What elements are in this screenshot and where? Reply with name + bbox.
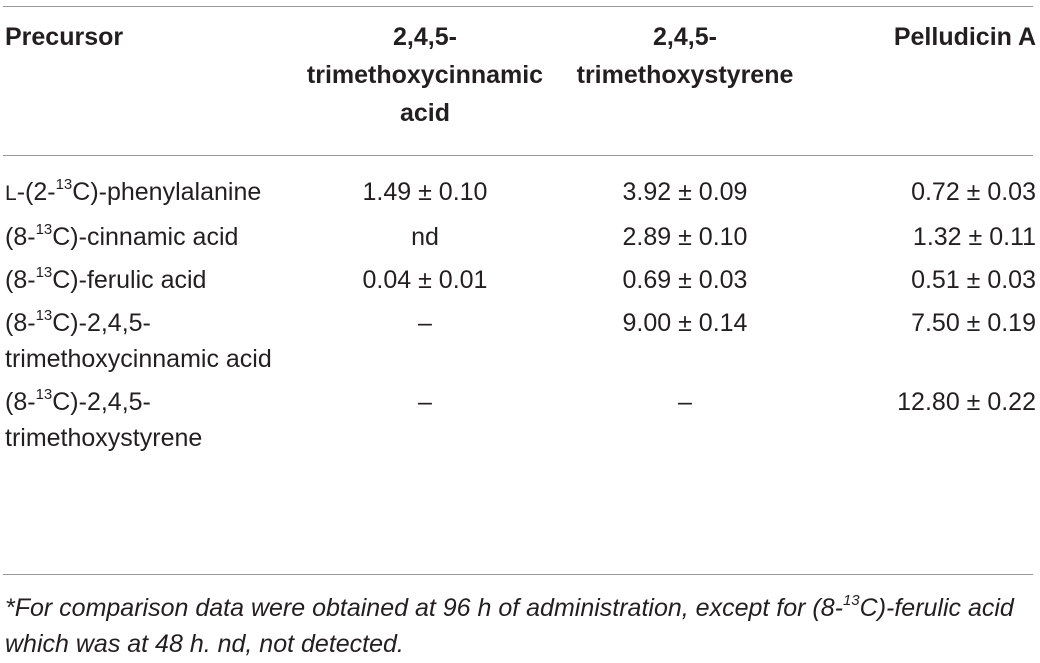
label-sup: 13 xyxy=(35,385,53,403)
value-trimethoxystyrene: – xyxy=(678,388,692,416)
label-post: C)-cinnamic acid xyxy=(52,223,239,251)
results-table xyxy=(5,18,1036,463)
value-trimethoxystyrene: 9.00 ± 0.14 xyxy=(622,309,748,337)
value-trimethoxystyrene: 3.92 ± 0.09 xyxy=(622,178,748,206)
header-trimethoxycinnamic-acid: 2,4,5-trimethoxycinnamic acid xyxy=(306,23,544,127)
value-trimethoxystyrene: 2.89 ± 0.10 xyxy=(622,223,748,251)
label-pre: -(2- xyxy=(16,178,56,206)
value-pelludicin-a: 7.50 ± 0.19 xyxy=(911,309,1036,337)
value-pelludicin-a: 1.32 ± 0.11 xyxy=(912,223,1036,251)
value-pelludicin-a: 0.51 ± 0.03 xyxy=(911,266,1036,294)
value-trimethoxycinnamic-acid: – xyxy=(418,388,432,416)
table-row xyxy=(5,155,1036,219)
label-post: C)-phenylalanine xyxy=(72,178,262,206)
precursor-label xyxy=(5,384,290,463)
label-post: C)-2,4,5-trimethoxystyrene xyxy=(5,388,203,452)
label-pre: (8- xyxy=(5,266,36,294)
label-sup: 13 xyxy=(35,306,53,324)
table-row xyxy=(5,305,1036,384)
value-trimethoxycinnamic-acid: nd xyxy=(411,223,439,251)
label-post: C)-2,4,5-trimethoxycinnamic acid xyxy=(5,309,272,373)
label-sup: 13 xyxy=(55,175,73,193)
label-post: C)-ferulic acid xyxy=(52,266,207,294)
header-pelludicin-a: Pelludicin A xyxy=(893,23,1036,51)
label-pre: (8- xyxy=(5,309,36,337)
header-precursor: Precursor xyxy=(5,23,124,51)
bottom-rule xyxy=(3,574,1033,575)
precursor-label xyxy=(5,305,290,384)
precursor-label xyxy=(5,262,290,305)
value-trimethoxystyrene: 0.69 ± 0.03 xyxy=(622,266,748,294)
label-pre: (8- xyxy=(5,388,36,416)
value-pelludicin-a: 0.72 ± 0.03 xyxy=(911,178,1036,206)
table-row xyxy=(5,384,1036,463)
header-row xyxy=(5,18,1036,155)
value-trimethoxycinnamic-acid: 0.04 ± 0.01 xyxy=(362,266,488,294)
label-sup: 13 xyxy=(35,263,53,281)
value-pelludicin-a: 12.80 ± 0.22 xyxy=(897,388,1036,416)
label-prefix: L xyxy=(5,182,17,205)
footnote-sup: 13 xyxy=(842,591,860,609)
table-row xyxy=(5,219,1036,262)
top-rule xyxy=(3,6,1033,7)
precursor-label xyxy=(5,219,290,262)
value-trimethoxycinnamic-acid: 1.49 ± 0.10 xyxy=(362,178,488,206)
header-trimethoxystyrene: 2,4,5-trimethoxystyrene xyxy=(576,23,794,89)
table-row xyxy=(5,262,1036,305)
value-trimethoxycinnamic-acid: – xyxy=(418,309,432,337)
label-sup: 13 xyxy=(35,220,53,238)
label-pre: (8- xyxy=(5,223,36,251)
footnote-post: C)-ferulic acid which was at 48 h. nd, not detected. xyxy=(5,594,1014,658)
precursor-label xyxy=(5,155,290,219)
table-footnote xyxy=(5,590,1035,662)
footnote-pre: *For comparison data were obtained at 96 h of administration, except for (8- xyxy=(5,594,843,622)
